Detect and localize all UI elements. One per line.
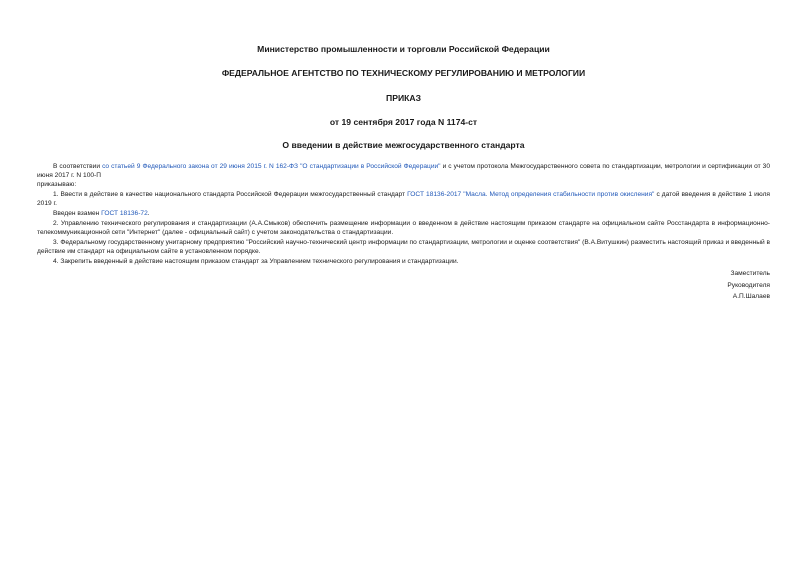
replaced-text: Введен взамен — [53, 210, 102, 217]
order-item-2: 2. Управлению технического регулирования и стандартизации (А.А.Смыков) обеспечить размещение информации о введенном в действие настоящим приказом стандарте на официальном сайте Росстандарта в информационно-телекоммуникационной сети "Интернет" (далее - официальный сайт) с учетом законодательства о стандартизации. — [37, 220, 770, 236]
order-item-1-text: 1. Ввести в действие в качестве национального стандарта Российской Федерации межгосударственный стандарт — [53, 191, 408, 198]
document-date-number: от 19 сентября 2017 года N 1174-ст — [329, 117, 478, 127]
signature-position-line-1: Заместитель — [730, 270, 770, 277]
signature-block — [37, 268, 770, 303]
order-item-3: 3. Федеральному государственному унитарному предприятию "Российский научно-технический центр информации по стандартизации, метрологии и оценке соответствия" (В.А.Витушкин) разместить настоящий приказ и введенный в действие им стандарт на официальном сайте в установленном порядке. — [37, 239, 770, 255]
gost-2017-link[interactable]: ГОСТ 18136-2017 "Масла. Метод определения стабильности против окисления" — [407, 191, 655, 198]
replaced-period: . — [147, 210, 150, 217]
order-word: приказываю: — [37, 181, 77, 188]
signature-position-line-2: Руководителя — [727, 281, 770, 289]
document-subject: О введении в действие межгосударственного стандарта — [282, 140, 525, 150]
signature-name: А.П.Шалаев — [732, 293, 770, 300]
agency-title: ФЕДЕРАЛЬНОЕ АГЕНТСТВО ПО ТЕХНИЧЕСКОМУ РЕГУЛИРОВАНИЮ И МЕТРОЛОГИИ — [221, 68, 586, 78]
document-type: ПРИКАЗ — [386, 93, 421, 103]
preamble-paragraph — [37, 162, 770, 180]
replaced-standard-note — [37, 209, 770, 218]
ministry-title: Министерство промышленности и торговли Российской Федерации — [257, 44, 550, 54]
order-item-1 — [37, 190, 770, 208]
order-item-4: 4. Закрепить введенный в действие настоящим приказом стандарт за Управлением технического регулирования и стандартизации. — [53, 258, 459, 265]
law-article-link[interactable]: со статьей 9 Федерального закона от 29 июня 2015 г. N 162-ФЗ "О стандартизации в Российской Федерации" — [102, 163, 441, 170]
order-item-1-date: с датой введения в действие 1 июля 2019 г. — [37, 191, 771, 207]
preamble-text-start: В соответствии — [53, 163, 103, 170]
preamble-text-end: и с учетом протокола Межгосударственного совета по стандартизации, метрологии и сертификации от 30 июня 2017 г. N 100-П — [37, 163, 770, 179]
gost-72-link[interactable]: ГОСТ 18136-72 — [101, 210, 148, 217]
